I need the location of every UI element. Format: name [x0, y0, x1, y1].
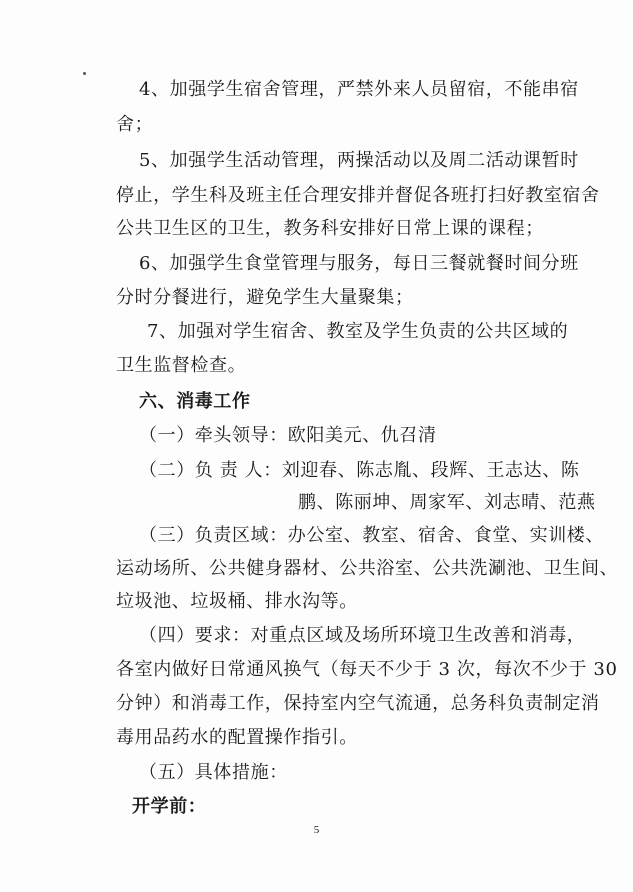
responsible-line1: （二）负 责 人：刘迎春、陈志胤、段辉、王志达、陈 [139, 460, 580, 481]
before-school-heading: 开学前： [132, 796, 207, 817]
measures-line: （五）具体措施： [139, 762, 288, 783]
requirement-line1: （四）要求：对重点区域及场所环境卫生改善和消毒， [139, 625, 586, 646]
area-line2: 运动场所、公共健身器材、公共浴室、公共洗涮池、卫生间、 [116, 558, 619, 579]
requirement-line4: 毒用品药水的配置操作指引。 [116, 727, 358, 748]
p5-line2: 停止，学生科及班主任合理安排并督促各班打扫好教室宿舍 [116, 185, 600, 206]
p6-line2: 分时分餐进行，避免学生大量聚集； [116, 287, 414, 308]
p5-line3: 公共卫生区的卫生，教务科安排好日常上课的课程； [116, 218, 544, 239]
responsible-line2: 鹏、陈丽坤、周家军、刘志晴、范燕 [298, 492, 596, 513]
p6-line1: 6、加强学生食堂管理与服务，每日三餐就餐时间分班 [139, 253, 579, 274]
leaders-line: （一）牵头领导：欧阳美元、仇召清 [139, 425, 437, 446]
p5-line1: 5、加强学生活动管理，两操活动以及周二活动课暂时 [139, 150, 579, 171]
section-heading: 六、消毒工作 [139, 391, 251, 412]
p7-line2: 卫生监督检查。 [116, 355, 247, 376]
scan-speck [83, 72, 86, 75]
p4-line1: 4、加强学生宿舍管理，严禁外来人员留宿，不能串宿 [139, 79, 579, 100]
requirement-line2: 各室内做好日常通风换气（每天不少于 3 次，每次不少于 30 [116, 659, 618, 680]
p4-line2: 舍； [116, 114, 154, 135]
area-line1: （三）负责区域：办公室、教室、宿舍、食堂、实训楼、 [139, 525, 604, 546]
p7-line1: 7、加强对学生宿舍、教室及学生负责的公共区域的 [147, 321, 569, 342]
requirement-line3: 分钟）和消毒工作，保持室内空气流通，总务科负责制定消 [116, 693, 600, 714]
area-line3: 垃圾池、垃圾桶、排水沟等。 [116, 591, 358, 612]
page-number: 5 [313, 824, 320, 836]
